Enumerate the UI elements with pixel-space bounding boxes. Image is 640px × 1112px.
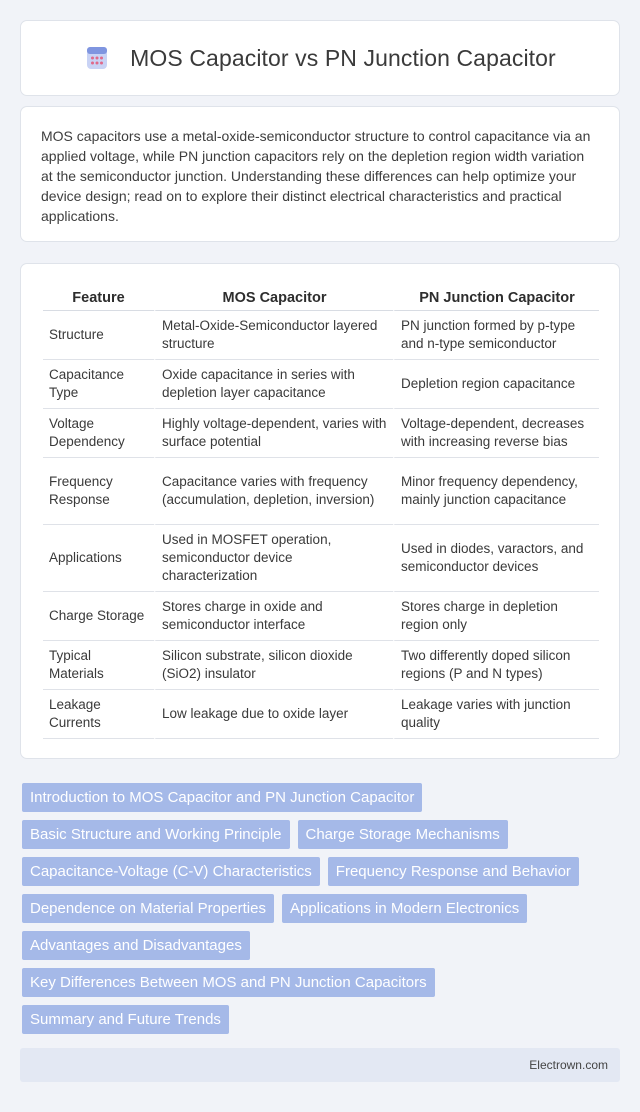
topic-row: [22, 968, 622, 997]
pn-cell: Depletion region capacitance: [393, 360, 599, 409]
topic-link[interactable]: Advantages and Disadvantages: [22, 931, 250, 960]
mos-cell: Silicon substrate, silicon dioxide (SiO2) insulator: [154, 641, 393, 690]
topic-link[interactable]: Key Differences Between MOS and PN Junction Capacitors: [22, 968, 435, 997]
feature-cell: Capacitance Type: [43, 360, 154, 409]
topic-link[interactable]: Applications in Modern Electronics: [282, 894, 527, 923]
feature-cell: Structure: [43, 311, 154, 360]
topic-link[interactable]: Dependence on Material Properties: [22, 894, 274, 923]
mos-cell: Oxide capacitance in series with depletion layer capacitance: [154, 360, 393, 409]
pn-cell: Voltage-dependent, decreases with increasing reverse bias: [393, 409, 599, 458]
intro-text: MOS capacitors use a metal-oxide-semiconductor structure to control capacitance via an applied voltage, while PN junction capacitors rely on the depletion region width variation at the semiconductor junction. Understanding these differences can help optimize your device design; read on to explore their distinct electrical characteristics and practical applications.: [41, 128, 591, 224]
topic-row: [22, 820, 622, 849]
feature-cell: Leakage Currents: [43, 690, 154, 739]
table-row: [43, 525, 599, 592]
table-row: [43, 592, 599, 641]
topic-row: [22, 857, 622, 886]
feature-cell: Voltage Dependency: [43, 409, 154, 458]
topic-link[interactable]: Summary and Future Trends: [22, 1005, 229, 1034]
comparison-table: [43, 282, 599, 739]
mos-cell: Capacitance varies with frequency (accumulation, depletion, inversion): [154, 458, 393, 525]
table-row: [43, 458, 599, 525]
mos-cell: Stores charge in oxide and semiconductor interface: [154, 592, 393, 641]
topic-links: [22, 783, 622, 1042]
table-row: [43, 360, 599, 409]
feature-cell: Typical Materials: [43, 641, 154, 690]
comparison-table-card: [20, 263, 620, 759]
topic-link[interactable]: Basic Structure and Working Principle: [22, 820, 290, 849]
pn-cell: Leakage varies with junction quality: [393, 690, 599, 739]
topic-row: [22, 894, 622, 923]
pn-cell: Minor frequency dependency, mainly junction capacitance: [393, 458, 599, 525]
table-row: [43, 690, 599, 739]
feature-cell: Frequency Response: [43, 458, 154, 525]
mos-cell: Used in MOSFET operation, semiconductor device characterization: [154, 525, 393, 592]
pn-cell: Two differently doped silicon regions (P and N types): [393, 641, 599, 690]
page-title: MOS Capacitor vs PN Junction Capacitor: [130, 44, 556, 71]
table-row: [43, 409, 599, 458]
mos-cell: Low leakage due to oxide layer: [154, 690, 393, 739]
topic-link[interactable]: Capacitance-Voltage (C-V) Characteristics: [22, 857, 320, 886]
mos-cell: Metal-Oxide-Semiconductor layered structure: [154, 311, 393, 360]
topic-link[interactable]: Introduction to MOS Capacitor and PN Junction Capacitor: [22, 783, 422, 812]
table-row: [43, 641, 599, 690]
feature-cell: Charge Storage: [43, 592, 154, 641]
topic-row: [22, 1005, 622, 1034]
header-pn: PN Junction Capacitor: [393, 282, 599, 311]
topic-link[interactable]: Frequency Response and Behavior: [328, 857, 579, 886]
header-feature: Feature: [43, 282, 154, 311]
topic-link[interactable]: Charge Storage Mechanisms: [298, 820, 508, 849]
footer: [20, 1048, 620, 1082]
feature-cell: Applications: [43, 525, 154, 592]
footer-site[interactable]: Electrown.com: [529, 1058, 608, 1072]
table-row: [43, 311, 599, 360]
pn-cell: PN junction formed by p-type and n-type semiconductor: [393, 311, 599, 360]
topic-row: [22, 783, 622, 812]
header-mos: MOS Capacitor: [154, 282, 393, 311]
mos-cell: Highly voltage-dependent, varies with surface potential: [154, 409, 393, 458]
calculator-icon: [84, 45, 110, 71]
pn-cell: Used in diodes, varactors, and semiconductor devices: [393, 525, 599, 592]
intro-card: [20, 106, 620, 242]
title-card: [20, 20, 620, 96]
pn-cell: Stores charge in depletion region only: [393, 592, 599, 641]
topic-row: [22, 931, 622, 960]
table-header-row: [43, 282, 599, 311]
